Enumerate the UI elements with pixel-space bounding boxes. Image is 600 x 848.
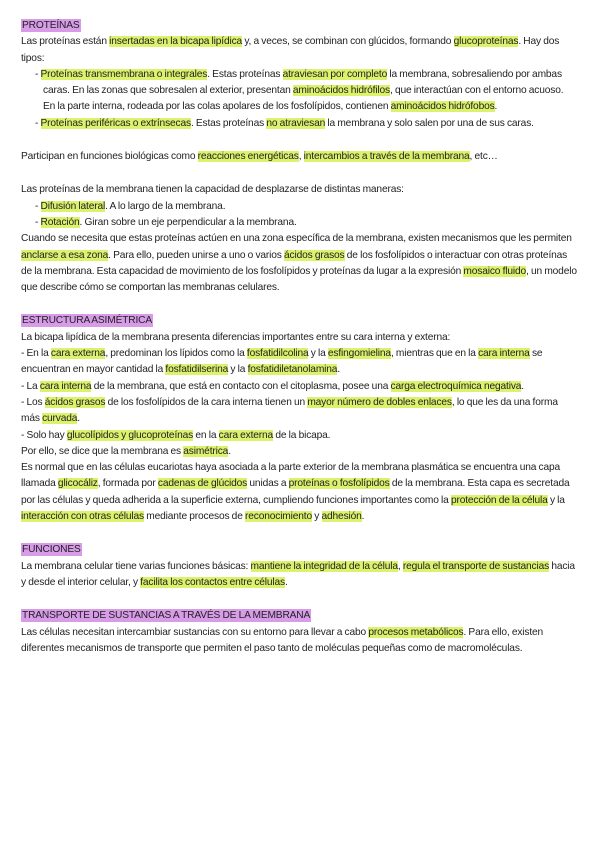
text-run: hacia y desde el interior celular, y	[21, 560, 575, 588]
text-run: Es normal que en las células eucariotas haya asociada a la parte exterior de la membrana plasmática se encuentra una capa llamada	[21, 462, 561, 490]
text-run: y la	[308, 348, 328, 360]
highlighted-term: carga electroquímica negativa	[390, 380, 522, 392]
list-item	[21, 428, 577, 444]
highlighted-term: mayor número de dobles enlaces	[307, 396, 452, 408]
highlighted-term: glucoproteínas	[453, 36, 519, 48]
text-run: , etc…	[469, 151, 498, 163]
text-run: y la	[228, 364, 248, 376]
highlighted-term: cara interna	[478, 348, 530, 360]
text-run: Las proteínas de la membrana tienen la capacidad de desplazarse de distintas maneras:	[21, 184, 404, 196]
text-run: -	[35, 117, 41, 129]
paragraph	[21, 460, 577, 525]
section-heading: PROTEÍNAS	[22, 20, 80, 31]
text-run: de la membrana, que está en contacto con el citoplasma, posee una	[91, 380, 391, 392]
highlighted-term: regula el transporte de sustancias	[402, 560, 550, 572]
text-run: .	[228, 445, 231, 457]
text-run: . Estas proteínas	[190, 117, 267, 129]
list-item	[21, 67, 577, 116]
text-run: ,	[298, 151, 304, 163]
text-run: -	[35, 68, 41, 80]
text-run: de la membrana. Esta capa es secretada por las células y queda adherida a la superficie externa, cumpliendo funciones importantes como la	[21, 478, 570, 506]
highlighted-term: proteínas o fosfolípidos	[288, 478, 390, 490]
section-heading: ESTRUCTURA ASIMÉTRICA	[22, 315, 153, 327]
highlighted-term: aminoácidos hidrófilos	[292, 85, 391, 97]
text-run: . A lo largo de la membrana.	[105, 200, 226, 212]
text-run: . Giran sobre un eje perpendicular a la membrana.	[79, 216, 297, 228]
text-run: - La	[21, 380, 40, 392]
highlighted-term: ácidos grasos	[44, 396, 106, 408]
paragraph	[21, 182, 577, 198]
text-run: mediante procesos de	[144, 511, 245, 523]
text-run: y, a veces, se combinan con glúcidos, formando	[242, 36, 454, 48]
text-run: , lo que les da una forma más	[21, 396, 558, 425]
highlighted-term: fosfatidiletanolamina	[247, 364, 338, 376]
text-run: - Solo hay	[21, 429, 67, 441]
text-run: la membrana, sobresaliendo por ambas caras. En las zonas que sobresalen al exterior, presentan	[43, 68, 562, 97]
text-run: , formada por	[97, 478, 158, 490]
highlighted-term: reacciones energéticas	[197, 151, 299, 163]
highlighted-term: Difusión lateral	[40, 200, 106, 212]
text-run: Por ello, se dice que la membrana es	[21, 445, 184, 457]
text-run: , mientras que en la	[390, 348, 479, 360]
highlighted-term: anclarse a esa zona	[21, 249, 109, 261]
paragraph	[21, 559, 577, 592]
text-run: se encuentran en mayor cantidad la	[21, 348, 543, 376]
text-run: -	[35, 216, 41, 228]
text-run: . Para ello, existen diferentes mecanismos de transporte que permiten el paso tanto de moléculas pequeñas como de macromoléculas.	[21, 626, 544, 654]
section-heading: FUNCIONES	[22, 544, 81, 556]
text-run: , predominan los lípidos como la	[105, 348, 247, 360]
section-funciones	[21, 542, 577, 558]
highlighted-term: no atraviesan	[266, 117, 326, 129]
text-run: - En la	[21, 348, 51, 360]
section-heading: TRANSPORTE DE SUSTANCIAS A TRAVÉS DE LA MEMBRANA	[22, 610, 311, 622]
text-run: ,	[397, 560, 403, 572]
text-run: Participan en funciones biológicas como	[21, 151, 198, 163]
highlighted-term: aminoácidos hidrófobos	[390, 101, 495, 113]
text-run: de los fosfolípidos o interactuar con otras proteínas de la membrana. Esta capacidad de movimiento de los fosfolípidos y proteínas da lugar a la expresión	[21, 249, 568, 277]
paragraph	[21, 149, 577, 165]
text-run: Cuando se necesita que estas proteínas actúen en una zona específica de la membrana, existen mecanismos que les permiten	[21, 233, 572, 245]
list-item	[21, 199, 577, 215]
highlighted-term: interacción con otras células	[21, 511, 144, 523]
highlighted-term: mosaico fluido	[463, 265, 527, 277]
highlighted-term: Proteínas periféricas o extrínsecas	[40, 117, 191, 129]
highlighted-term: glucolípidos y glucoproteínas	[66, 429, 194, 441]
highlighted-term: asimétrica	[183, 445, 229, 457]
highlighted-term: mantiene la integridad de la célula	[250, 560, 398, 572]
highlighted-term: reconocimiento	[245, 511, 312, 523]
section-proteinas	[21, 18, 577, 34]
section-estructura	[21, 313, 577, 329]
list-item	[21, 215, 577, 231]
text-run: y la	[547, 494, 565, 506]
text-run: .	[337, 364, 340, 376]
highlighted-term: cara interna	[39, 380, 92, 392]
text-run: , un modelo que describe cómo se comportan las membranas celulares.	[21, 265, 577, 294]
text-run: , que interactúan con el entorno acuoso. En la parte interna, rodeada por las colas apolares de los fosfolípidos, contienen	[43, 85, 564, 113]
text-run: . Para ello, pueden unirse a uno o varios	[108, 249, 284, 261]
paragraph	[21, 330, 577, 346]
list-item	[21, 395, 577, 428]
text-run: - Los	[21, 396, 45, 408]
highlighted-term: intercambios a través de la membrana	[303, 151, 470, 163]
highlighted-term: protección de la célula	[450, 494, 548, 506]
document-page	[21, 18, 577, 657]
text-run: .	[361, 511, 365, 523]
text-run: la membrana y solo salen por una de sus caras.	[325, 117, 534, 129]
paragraph	[21, 444, 577, 460]
text-run: y	[311, 511, 322, 523]
highlighted-term: atraviesan por completo	[282, 68, 388, 80]
text-run: .	[77, 413, 80, 425]
paragraph	[21, 231, 577, 296]
highlighted-term: insertadas en la bicapa lipídica	[109, 36, 243, 48]
text-run: de los fosfolípidos de la cara interna tienen un	[105, 396, 308, 408]
list-item	[21, 346, 577, 379]
text-run: .	[521, 380, 524, 392]
text-run: . Estas proteínas	[207, 68, 283, 80]
text-run: unidas a	[247, 478, 289, 490]
highlighted-term: esfingomielina	[327, 348, 391, 360]
highlighted-term: Proteínas transmembrana o integrales	[40, 68, 208, 80]
highlighted-term: glicocáliz	[57, 478, 98, 490]
highlighted-term: fosfatidilserina	[165, 364, 229, 376]
text-run: Las proteínas están	[21, 36, 110, 48]
highlighted-term: Rotación	[40, 216, 80, 228]
paragraph	[21, 34, 577, 67]
highlighted-term: cara externa	[218, 429, 274, 441]
highlighted-term: curvada	[42, 413, 78, 425]
list-item	[21, 116, 577, 132]
text-run: de la bicapa.	[273, 429, 331, 441]
text-run: . Hay dos tipos:	[21, 36, 560, 64]
paragraph	[21, 625, 577, 658]
text-run: en la	[193, 429, 219, 441]
list-item	[21, 379, 577, 395]
text-run: .	[285, 576, 288, 588]
text-run: .	[494, 101, 498, 113]
highlighted-term: adhesión	[321, 511, 362, 523]
highlighted-term: ácidos grasos	[284, 249, 345, 261]
text-run: La bicapa lipídica de la membrana presenta diferencias importantes entre su cara interna y externa:	[21, 331, 451, 343]
text-run: Las células necesitan intercambiar sustancias con su entorno para llevar a cabo	[21, 626, 369, 638]
highlighted-term: facilita los contactos entre células	[140, 576, 285, 588]
highlighted-term: procesos metabólicos	[368, 626, 464, 638]
section-transporte	[21, 608, 577, 624]
highlighted-term: cara externa	[50, 348, 106, 360]
text-run: -	[35, 200, 41, 212]
text-run: La membrana celular tiene varias funciones básicas:	[21, 560, 251, 572]
highlighted-term: fosfatidilcolina	[246, 348, 309, 360]
highlighted-term: cadenas de glúcidos	[157, 478, 248, 490]
